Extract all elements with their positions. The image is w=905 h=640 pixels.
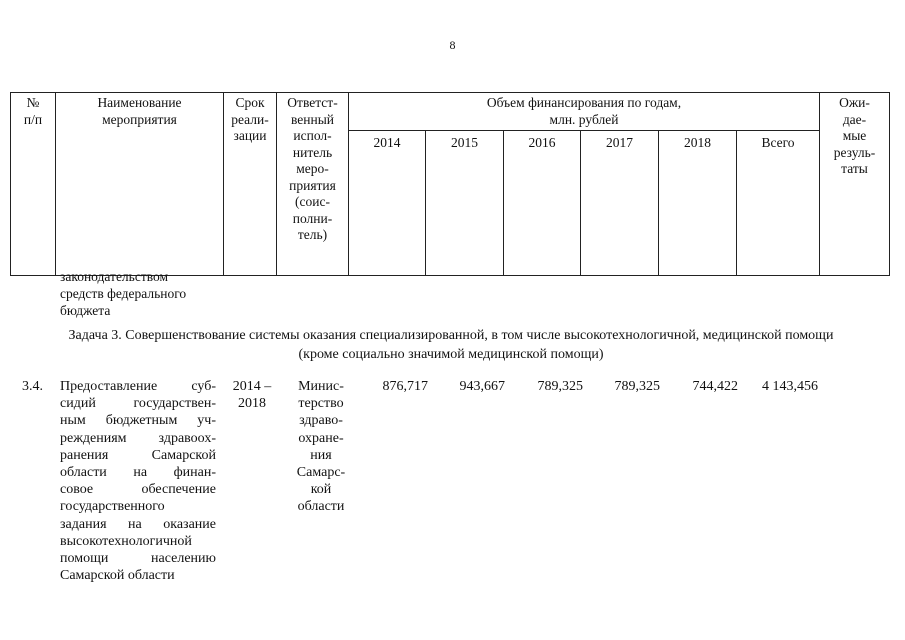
- header-financing-line: млн. рублей: [549, 111, 619, 127]
- row-name-line: задания на оказание: [60, 516, 216, 532]
- task-heading-line: (кроме социально значимой медицинской помощи): [298, 347, 604, 362]
- row-name-line: совое обеспечение: [60, 482, 216, 498]
- header-number-line: №: [26, 95, 40, 110]
- row-name-line: государственного: [60, 499, 165, 515]
- page-number: 8: [449, 38, 456, 52]
- header-year: 2017: [581, 131, 659, 276]
- row-resp-line: области: [297, 499, 345, 515]
- header-resp-line: венный: [290, 111, 335, 127]
- header-year: 2014: [349, 131, 426, 276]
- financing-table-header: [10, 92, 890, 276]
- row-resp-line: Минис-: [298, 379, 344, 394]
- value-total: 4 143,456: [762, 379, 818, 394]
- header-resp-line: испол-: [293, 128, 332, 143]
- header-term-line: реали-: [231, 111, 269, 127]
- task-heading: [10, 326, 892, 364]
- row-name-line: сидий государствен-: [60, 396, 216, 412]
- row-name-line: помощи населению: [60, 551, 216, 567]
- row-name-line: области на финан-: [60, 465, 216, 481]
- header-results: [820, 93, 890, 276]
- row-name-line: Предоставление суб-: [60, 379, 216, 394]
- row-name-line: реждениям здравоох-: [60, 430, 216, 446]
- value-2018: 744,422: [692, 379, 738, 394]
- continuation-text: [60, 268, 186, 319]
- continuation-line: законодательством: [60, 269, 169, 284]
- header-name-line: Наименование: [97, 95, 182, 110]
- header-term-line: зации: [233, 128, 267, 143]
- header-resp-line: меро-: [296, 161, 329, 176]
- header-name: [56, 93, 224, 276]
- header-term: [224, 93, 277, 276]
- header-resp-line: полни-: [292, 210, 333, 226]
- row-resp-line: Самарс-: [296, 465, 346, 481]
- header-resp-line: тель): [297, 227, 328, 242]
- header-number: [11, 93, 56, 276]
- header-name-line: мероприятия: [102, 111, 177, 127]
- continuation-line: бюджета: [60, 303, 111, 318]
- value-2014: 876,717: [382, 379, 428, 394]
- row-responsible: [282, 378, 360, 516]
- header-results-line: дае-: [842, 111, 867, 127]
- header-year: 2016: [504, 131, 581, 276]
- header-total: Всего: [737, 131, 820, 276]
- header-year: 2015: [426, 131, 504, 276]
- row-resp-line: охране-: [298, 430, 344, 446]
- header-year: 2018: [659, 131, 737, 276]
- header-results-line: резуль-: [833, 144, 876, 160]
- row-number: 3.4.: [22, 379, 43, 394]
- header-results-line: Ожи-: [839, 95, 870, 110]
- header-resp-line: (соис-: [295, 194, 330, 209]
- row-activity-name: [60, 378, 216, 584]
- header-resp-line: нитель: [292, 144, 333, 160]
- row-resp-line: ния: [310, 447, 332, 463]
- header-financing-line: Объем финансирования по годам,: [486, 95, 682, 110]
- row-term-line: 2018: [238, 396, 266, 412]
- row-resp-line: здраво-: [299, 413, 343, 429]
- row-name-line: Самарской области: [60, 568, 175, 584]
- row-term-line: 2014 –: [232, 379, 272, 394]
- header-term-line: Срок: [235, 95, 265, 110]
- header-resp-line: приятия: [289, 177, 336, 193]
- row-name-line: высокотехнологичной: [60, 533, 192, 549]
- header-financing: [349, 93, 820, 131]
- value-2016: 789,325: [537, 379, 583, 394]
- row-resp-line: кой: [310, 482, 332, 498]
- task-heading-line: Задача 3. Совершенствование системы оказания специализированной, в том числе высокотехнологичной, медицинской помощи: [68, 328, 834, 343]
- row-name-line: ным бюджетным уч-: [60, 413, 216, 429]
- row-resp-line: терство: [298, 396, 344, 412]
- header-responsible: [277, 93, 349, 276]
- header-results-line: мые: [842, 128, 867, 143]
- header-number-line: п/п: [23, 111, 43, 127]
- row-name-line: ранения Самарской: [60, 447, 216, 463]
- row-term: [224, 378, 280, 412]
- continuation-line: средств федерального: [60, 286, 187, 301]
- value-2015: 943,667: [459, 379, 505, 394]
- header-resp-line: Ответст-: [287, 95, 338, 110]
- value-2017: 789,325: [614, 379, 660, 394]
- header-results-line: таты: [841, 161, 868, 176]
